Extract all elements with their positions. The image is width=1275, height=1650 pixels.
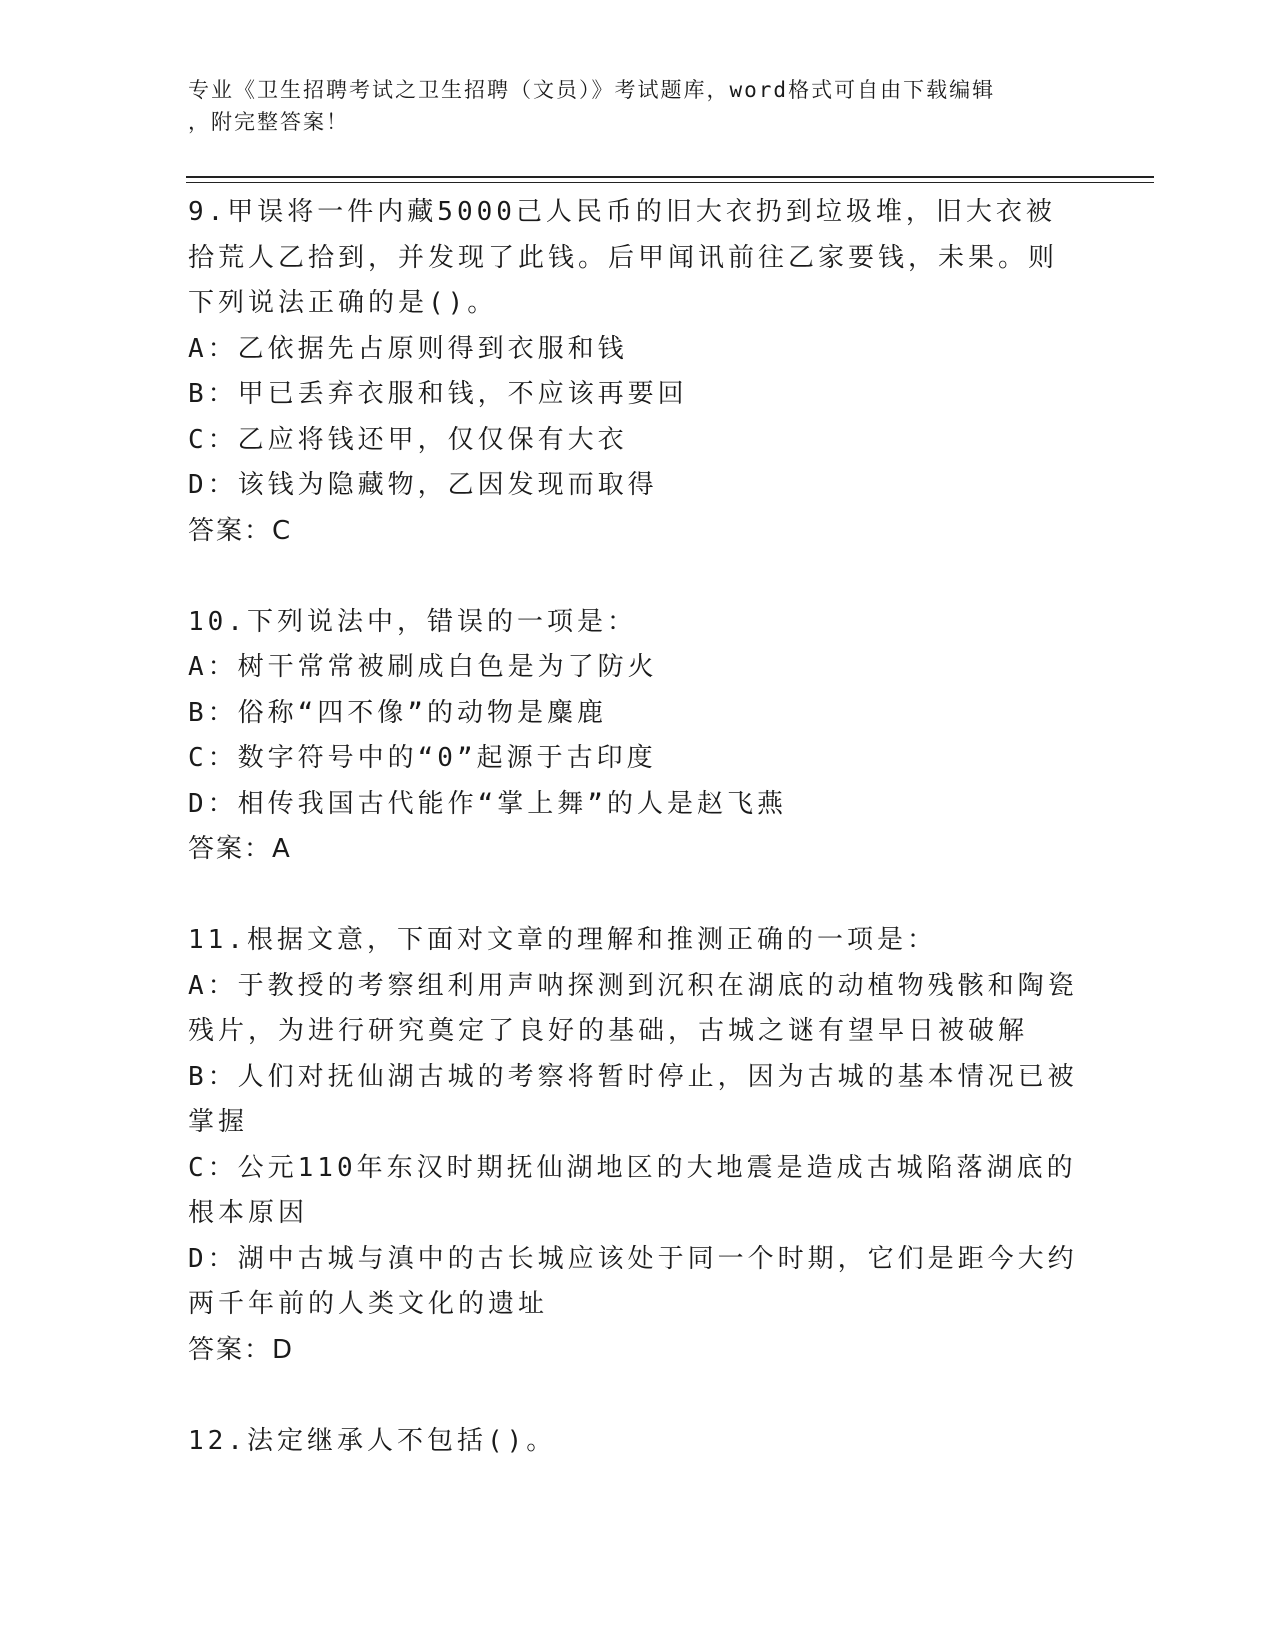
question-spacer: [188, 1373, 1078, 1419]
option-d: D：相传我国古代能作“掌上舞”的人是赵飞燕: [188, 788, 787, 819]
answer-label: 答案：D: [188, 1334, 295, 1365]
question-11: [188, 918, 1078, 1373]
header-line-1: 专业《卫生招聘考试之卫生招聘（文员）》考试题库，word格式可自由下载编辑: [188, 78, 996, 102]
question-stem: 11.根据文意，下面对文章的理解和推测正确的一项是：: [188, 925, 937, 955]
option-c: C：乙应将钱还甲，仅仅保有大衣: [188, 424, 628, 455]
option-c: C：数字符号中的“0”起源于古印度: [188, 743, 657, 773]
header-divider-thick: [186, 176, 1154, 178]
option-c: C：公元110年东汉时期抚仙湖地区的大地震是造成古城陷落湖底的根本原因: [188, 1152, 1077, 1228]
option-b: B：人们对抚仙湖古城的考察将暂时停止，因为古城的基本情况已被掌握: [188, 1061, 1078, 1137]
question-stem: 12.法定继承人不包括()。: [188, 1425, 557, 1456]
question-10: [188, 600, 1078, 873]
question-stem: 9.甲误将一件内藏5000己人民币的旧大衣扔到垃圾堆，旧大衣被拾荒人乙拾到，并发现了此钱。后甲闻讯前往乙家要钱，未果。则下列说法正确的是()。: [188, 197, 1059, 318]
answer-label: 答案：A: [188, 834, 292, 864]
document-header: [188, 74, 1068, 138]
option-a: A：树干常常被刷成白色是为了防火: [188, 652, 658, 682]
option-a: A：于教授的考察组利用声呐探测到沉积在湖底的动植物残骸和陶瓷残片，为进行研究奠定了良好的基础，古城之谜有望早日被破解: [188, 970, 1078, 1046]
option-b: B：俗称“四不像”的动物是麋鹿: [188, 697, 607, 728]
question-spacer: [188, 554, 1078, 600]
option-d: D：该钱为隐藏物，乙因发现而取得: [188, 470, 658, 500]
question-stem: 10.下列说法中，错误的一项是：: [188, 606, 637, 637]
option-a: A：乙依据先占原则得到衣服和钱: [188, 333, 628, 364]
question-spacer: [188, 873, 1078, 919]
option-b: B：甲已丢弃衣服和钱，不应该再要回: [188, 379, 688, 409]
header-divider-thin: [186, 182, 1154, 183]
header-line-2: ，附完整答案！: [188, 110, 349, 134]
answer-label: 答案：C: [188, 515, 293, 546]
question-12: [188, 1419, 1078, 1465]
question-9: [188, 190, 1078, 554]
question-list: [188, 190, 1078, 1464]
option-d: D：湖中古城与滇中的古长城应该处于同一个时期，它们是距今大约两千年前的人类文化的遗址: [188, 1243, 1078, 1319]
